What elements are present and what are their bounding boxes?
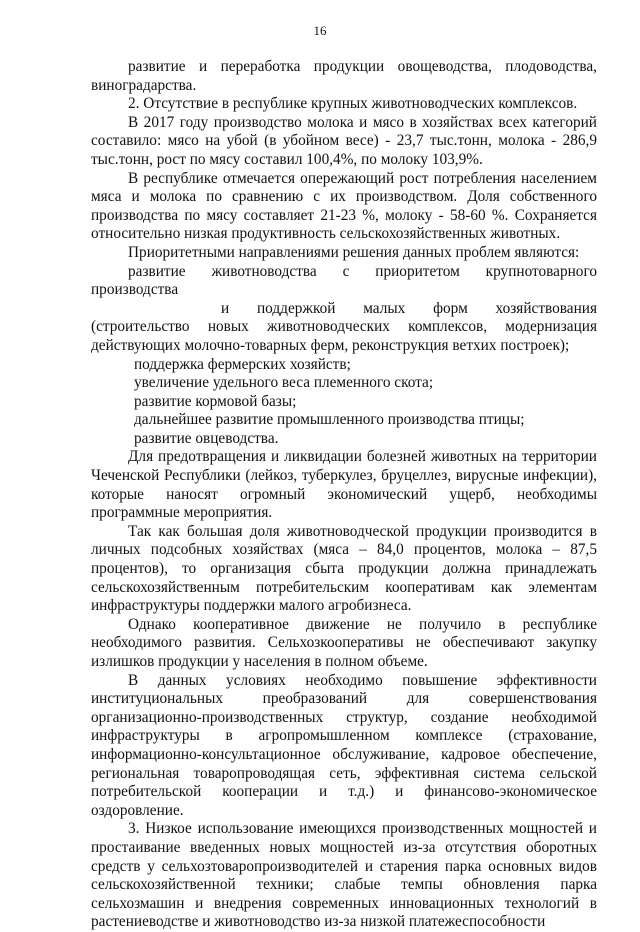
- list-item: развитие кормовой базы;: [134, 392, 297, 410]
- paragraph: 2. Отсутствие в республике крупных животноводческих комплексов.: [128, 95, 578, 113]
- paragraph: Приоритетными направлениями решения данных проблем являются:: [128, 243, 580, 261]
- list-item: развитие овцеводства.: [134, 429, 279, 447]
- paragraph: Так как большая доля животноводческой продукции производится в личных подсобных хозяйствах (мяса – 84,0 процентов, молока – 87,5 процентов), то организация сбыта продукции должна принадлежать сельскохозяйственным потребительским кооперативам как элементам инфраструктуры поддержки малого агробизнеса.: [91, 522, 597, 615]
- paragraph: развитие и переработка продукции овощеводства, плодоводства, виноградарства.: [91, 58, 597, 94]
- list-item: поддержка фермерских хозяйств;: [134, 355, 351, 373]
- list-item: увеличение удельного веса племенного скота;: [134, 374, 434, 392]
- paragraph-continuation: [91, 300, 597, 356]
- paragraph-part: развитие животноводства с приоритетом крупнотоварного производства: [91, 262, 597, 299]
- paragraph: В 2017 году производство молока и мясо в хозяйствах всех категорий составило: мясо на убой (в убойном весе) - 23,7 тыс.тонн, молока - 286,9 тыс.тонн, рост по мясу составил 100,4%, по молоку 103,9%.: [91, 113, 597, 168]
- paragraph-split: [91, 263, 597, 300]
- page-number: 16: [313, 23, 327, 38]
- list-item: дальнейшее развитие промышленного производства птицы;: [134, 411, 525, 429]
- document-body: [91, 58, 597, 932]
- paragraph: Однако кооперативное движение не получило в республике необходимого развития. Сельхозкооперативы не обеспечивают закупку излишков продукции у населения в полном объеме.: [91, 615, 597, 670]
- paragraph: 3. Низкое использование имеющихся производственных мощностей и простаивание введенных новых мощностей из-за отсутствия оборотных средств у сельхозтоваропроизводителей и старения парка основных видов сельскохозяйственной техники; слабые темпы обновления парка сельхозмашин и внедрения современных инновационных технологий в растениеводстве и животноводство из-за низкой платежеспособности: [91, 820, 597, 931]
- paragraph: Для предотвращения и ликвидации болезней животных на территории Чеченской Республики (лейкоз, туберкулез, бруцеллез, вирусные инфекции), которые наносят огромный экономический ущерб, необходимы программные мероприятия.: [91, 448, 597, 522]
- paragraph: В данных условиях необходимо повышение эффективности институциональных преобразований для совершенствования организационно-производственных структур, создание необходимой инфраструктуры в агропромышленном комплексе (страхование, информационно-консультационное обслуживание, кадровое обеспечение, региональная товаропроводящая сеть, эффективная система сельской потребительской кооперации и т.д.) и финансово-экономическое оздоровление.: [91, 671, 597, 819]
- paragraph-part: и поддержкой малых форм хозяйствования (строительство новых животноводческих комплексов, модернизация действующих молочно-товарных ферм, реконструкция ветхих построек);: [91, 299, 597, 354]
- paragraph: В республике отмечается опережающий рост потребления населением мяса и молока по сравнению с их производством. Доля собственного производства по мясу составляет 21-23 %, молоку - 58-60 %. Сохраняется относительно низкая продуктивность сельскохозяйственных животных.: [91, 169, 597, 243]
